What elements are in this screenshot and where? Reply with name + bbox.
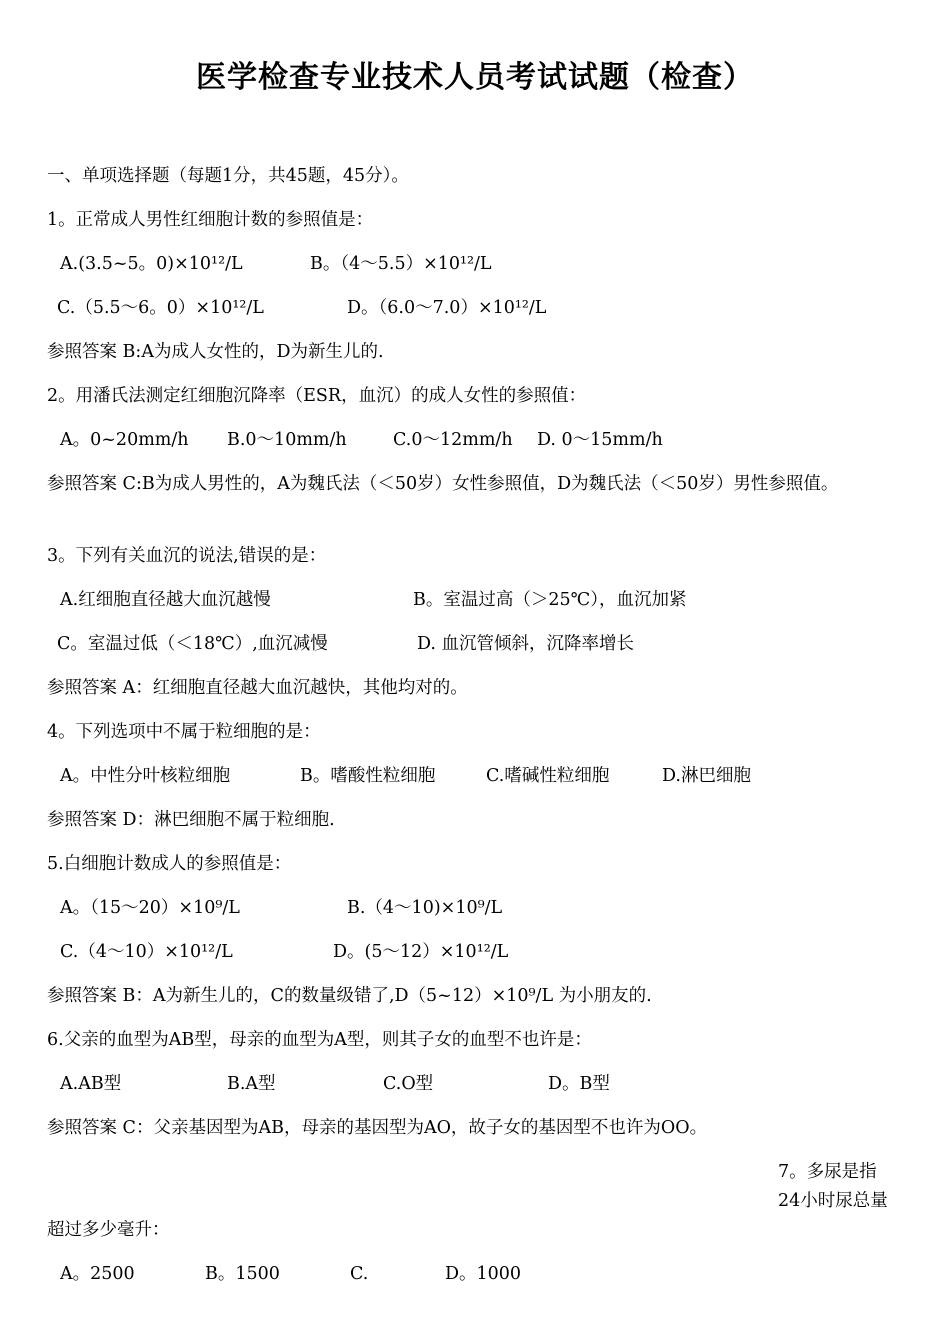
question-2-answer: 参照答案 C:B为成人男性的，A为魏氏法（＜50岁）女性参照值，D为魏氏法（＜50岁）男性参照值。 <box>47 474 839 494</box>
question-3-option-b: B。室温过高（＞25℃），血沉加紧 <box>413 590 687 610</box>
question-7-option-d: D。1000 <box>445 1264 522 1284</box>
question-7-stem-part2: 24小时尿总量 <box>778 1191 888 1211</box>
question-6-option-c: C.O型 <box>383 1074 434 1094</box>
question-4-option-a: A。中性分叶核粒细胞 <box>60 766 231 786</box>
question-3-option-d: D. 血沉管倾斜，沉降率增长 <box>417 634 635 654</box>
question-6-answer: 参照答案 C：父亲基因型为AB，母亲的基因型为AO，故子女的基因型不也许为OO。 <box>47 1118 708 1138</box>
question-7-option-a: A。2500 <box>60 1264 135 1284</box>
question-4-option-c: C.嗜碱性粒细胞 <box>486 766 610 786</box>
question-1-option-a: A.(3.5~5。0)×10¹²/L <box>60 254 243 274</box>
section-heading: 一、单项选择题（每题1分，共45题，45分）。 <box>47 166 409 186</box>
question-1-option-c: C.（5.5～6。0）×10¹²/L <box>57 298 264 318</box>
question-6-option-b: B.A型 <box>227 1074 276 1094</box>
question-1-stem: 1。正常成人男性红细胞计数的参照值是： <box>47 210 374 230</box>
question-5-stem: 5.白细胞计数成人的参照值是： <box>47 854 292 874</box>
question-2-option-d: D. 0～15mm/h <box>537 430 663 450</box>
question-1-option-b: B。（4～5.5）×10¹²/L <box>310 254 492 274</box>
question-4-option-d: D.淋巴细胞 <box>662 766 751 786</box>
question-7-stem-part1: 7。多尿是指 <box>778 1162 877 1182</box>
question-4-stem: 4。下列选项中不属于粒细胞的是： <box>47 722 321 742</box>
question-4-answer: 参照答案 D：淋巴细胞不属于粒细胞. <box>47 810 335 830</box>
question-3-answer: 参照答案 A：红细胞直径越大血沉越快，其他均对的。 <box>47 678 468 698</box>
question-3-option-c: C。室温过低（＜18℃）,血沉减慢 <box>57 634 328 654</box>
question-6-stem: 6.父亲的血型为AB型，母亲的血型为A型，则其子女的血型不也许是： <box>47 1030 592 1050</box>
question-5-answer: 参照答案 B：A为新生儿的，C的数量级错了,D（5~12）×10⁹/L 为小朋友的. <box>47 986 652 1006</box>
page-title: 医学检查专业技术人员考试试题（检查） <box>196 60 754 95</box>
question-5-option-b: B.（4～10)×10⁹/L <box>347 898 503 918</box>
question-2-option-a: A。0~20mm/h <box>60 430 189 450</box>
question-5-option-c: C.（4～10）×10¹²/L <box>60 942 233 962</box>
question-6-option-a: A.AB型 <box>60 1074 122 1094</box>
question-4-option-b: B。嗜酸性粒细胞 <box>300 766 436 786</box>
question-2-stem: 2。用潘氏法测定红细胞沉降率（ESR，血沉）的成人女性的参照值： <box>47 386 587 406</box>
question-6-option-d: D。B型 <box>548 1074 610 1094</box>
question-2-option-c: C.0～12mm/h <box>393 430 513 450</box>
question-1-answer: 参照答案 B:A为成人女性的，D为新生儿的. <box>47 342 384 362</box>
question-3-option-a: A.红细胞直径越大血沉越慢 <box>60 590 271 610</box>
question-5-option-a: A。（15～20）×10⁹/L <box>60 898 240 918</box>
question-7-option-c: C. <box>350 1264 369 1284</box>
question-1-option-d: D。（6.0～7.0）×10¹²/L <box>347 298 547 318</box>
question-5-option-d: D。(5～12）×10¹²/L <box>333 942 509 962</box>
question-2-option-b: B.0～10mm/h <box>227 430 347 450</box>
question-7-option-b: B。1500 <box>205 1264 280 1284</box>
question-7-stem-part3: 超过多少毫升： <box>47 1220 170 1240</box>
question-3-stem: 3。下列有关血沉的说法,错误的是： <box>47 546 327 566</box>
